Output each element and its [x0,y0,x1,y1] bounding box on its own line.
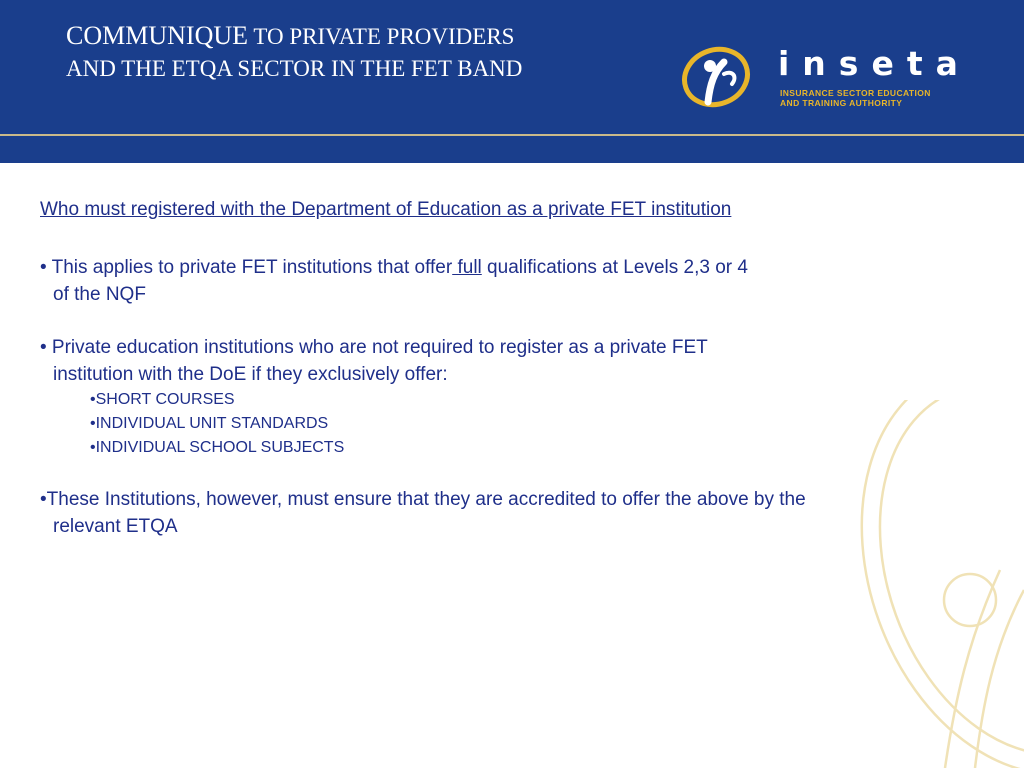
p2-line1: • Private education institutions who are not required to register as a private FET [40,337,708,358]
header-divider-line [0,134,1024,136]
header-banner [0,0,1024,163]
slide-content [40,196,980,540]
inseta-logo-subtitle [780,88,931,108]
p1-suffix: qualifications at Levels 2,3 or 4 [481,257,748,278]
p1-emphasis-full: full [452,257,482,278]
sub-list-item: •INDIVIDUAL UNIT STANDARDS [90,415,329,432]
section-heading: Who must registered with the Department of Education as a private FET institution [40,199,732,220]
p1-continuation: of the NQF [53,284,146,305]
sub-list [40,388,980,460]
p3-line2: relevant ETQA [53,516,178,537]
title-line1-big: COMMUNIQUE [66,21,248,50]
sub-list-item: •SHORT COURSES [90,391,235,408]
p3-line1: •These Institutions, however, must ensure that they are accredited to offer the above by the [40,489,806,510]
sub-list-item: •INDIVIDUAL SCHOOL SUBJECTS [90,439,345,456]
p2-line2: institution with the DoE if they exclusively offer: [53,364,448,385]
title-line1-rest: TO PRIVATE PROVIDERS [248,24,515,49]
slide-title [66,20,522,85]
bullet-paragraph-2 [40,334,980,388]
bullet-paragraph-3 [40,486,980,540]
title-line2: AND THE ETQA SECTOR IN THE FET BAND [66,56,523,81]
inseta-logo-wordmark: inseta [778,44,971,83]
logo-sub-line2: AND TRAINING AUTHORITY [780,98,903,108]
bullet-paragraph-1 [40,254,980,308]
inseta-emblem-icon [680,44,756,110]
p1-prefix: • This applies to private FET institutions that offer [40,257,453,278]
logo-sub-line1: INSURANCE SECTOR EDUCATION [780,88,931,98]
